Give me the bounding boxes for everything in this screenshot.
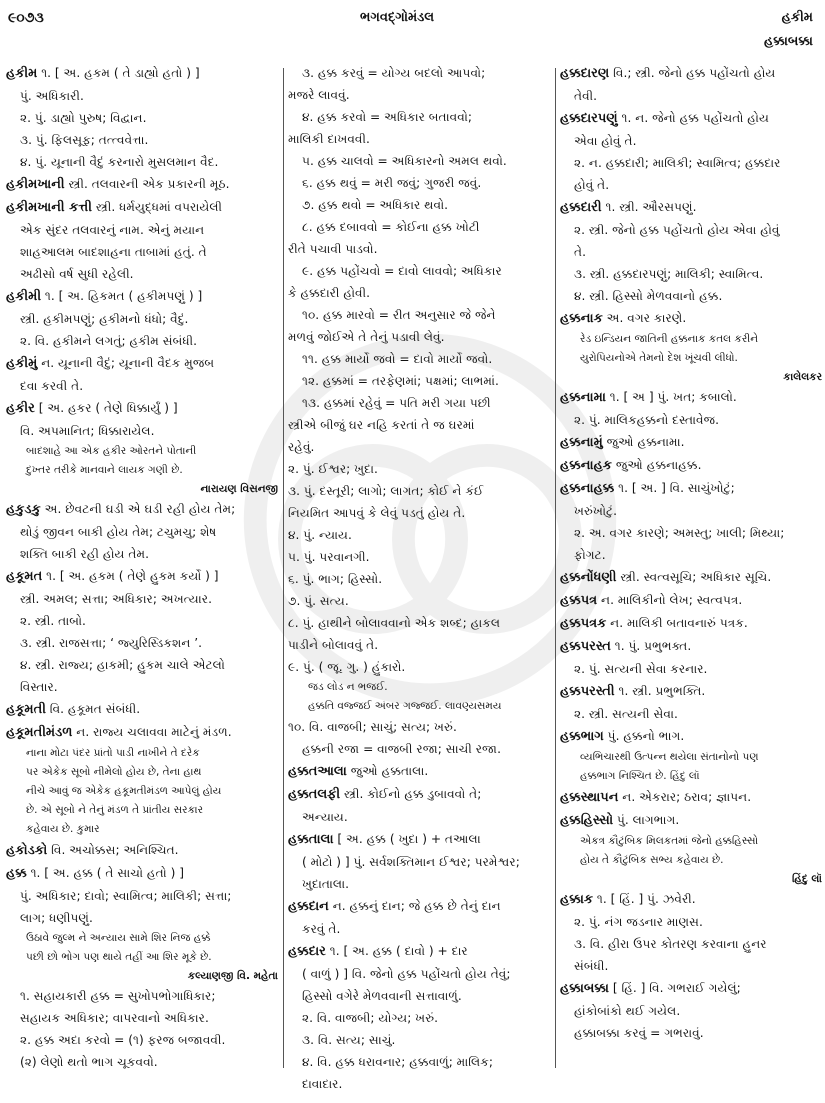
definition-line: ખુદાતાલા. — [302, 877, 349, 891]
headword: હકીમખાની — [6, 177, 65, 192]
dictionary-entry-line — [6, 285, 278, 308]
definition-text: ૧. સ્ત્રી. ઔરસપણું. — [601, 200, 697, 214]
dictionary-column-3 — [560, 62, 822, 1099]
quote-source: હિંદુ લૉ — [791, 873, 822, 885]
definition-line: સ્ત્રી. અમલ; સત્તા; અધિકાર; અખત્યાર. — [20, 592, 212, 606]
headword: હકુડકુ — [6, 502, 41, 517]
definition-line: શાહઆલમ બાદશાહના તાબામાં હતું. તે — [20, 245, 207, 259]
headword: હક્કદારપણું — [560, 111, 618, 126]
definition-text: વિ. અચોક્કસ; અનિશ્ચિત. — [47, 843, 179, 857]
definition-line: ૪. હક્ક કરવો = અધિકાર બતાવવો; — [302, 110, 472, 124]
definition-line: ૪. પું. ન્યાય. — [288, 528, 352, 542]
quotation-line: જડ લોડ ન ભજઈ. — [308, 681, 388, 693]
quotation-line: પર એકેક સૂબો નીમેલો હોય છે, તેના હાથ — [26, 766, 202, 778]
definition-line: રહેવું. — [288, 440, 315, 454]
dictionary-entry-line — [560, 612, 822, 635]
dictionary-entry-line — [560, 635, 822, 658]
definition-text: ન. એકરાર; ઠરાવ; જ્ઞાપન. — [618, 790, 752, 804]
definition-line: ૮. પું. હાથીને બોલાવવાનો એક શબ્દ; હાકલ — [288, 616, 501, 630]
quotation-line: નાના મોટા પંદર પ્રાંતો પાડી નાખીને તે દરેક — [26, 747, 200, 759]
headword: હક્કનાક — [560, 311, 603, 326]
definition-line: ૧૦. હક્ક મારવો = રીત અનુસાર જે જેને — [302, 308, 496, 322]
definition-line: ૪. સ્ત્રી. હિસ્સો મેળવવાનો હક્ક. — [574, 289, 723, 303]
definition-line: વિ. અપમાનિત; ધિક્કારાયેલ. — [20, 424, 155, 438]
definition-text: ન. હક્કનું દાન; જે હક્ક છે તેનું દાન — [328, 899, 501, 913]
headword: હક્કપત્રક — [560, 616, 607, 631]
headword: હક્કનામા — [560, 390, 606, 405]
definition-line: ( મોટો ) ] પું. સર્વશક્તિમાન ઈશ્વર; પરમેશ્વર; — [302, 855, 520, 869]
headword: હકૂમત — [6, 569, 43, 584]
dictionary-entry-line — [560, 431, 822, 454]
dictionary-entry-line — [288, 895, 553, 918]
headword: હક્કદારણ — [560, 66, 610, 81]
dictionary-entry-line — [6, 397, 278, 420]
quotation-line: દુખ્તર તરીકે માનવાને લાયક ગણી છે. — [26, 464, 183, 476]
definition-line: અઢીસો વર્ષ સુધી રહેલી. — [20, 267, 134, 281]
dictionary-entry-line — [6, 839, 278, 862]
headword: હક્કપરસ્તી — [560, 684, 615, 699]
definition-line: રીતે પચાવી પાડવો. — [288, 242, 378, 256]
quotation-line: ઉઠાવે જુલ્મ ને અન્યાય સામે શિર નિજ હક્કે — [26, 932, 211, 944]
definition-line: ૨. પું. માલિકહક્કનો દસ્તાવેજ. — [574, 413, 720, 427]
quotation-line: પછી છો ભોગ પણ થાયે તહીં આ શિર મૂકે છે. — [26, 951, 212, 963]
definition-line: પું. અધિકારી. — [20, 89, 84, 103]
quotation-line: બાદશાહે આ એક હકીર ઓરતને પોતાની — [26, 445, 197, 457]
dictionary-entry-line — [560, 454, 822, 477]
dictionary-entry-line — [288, 940, 553, 963]
column-divider — [555, 68, 556, 1068]
quotation-line: વ્યભિચારથી ઉત્પન્ન થયેલા સંતાનોનો પણ — [580, 751, 759, 763]
definition-line: ખરુંખોટું. — [574, 504, 617, 518]
definition-text: ન. રાજ્ય ચલાવવા માટેનું મંડળ. — [72, 725, 232, 739]
quote-source: કાલેલકર — [783, 371, 822, 383]
quotation-line: હક્કતિ વજ્જઈ અંબર ગજ્જઈ. લાવણ્યસમય — [308, 700, 502, 712]
dictionary-entry-line — [560, 786, 822, 809]
definition-line: ૨. સ્ત્રી. સત્યની સેવા. — [574, 707, 678, 721]
headword: હકૂમતી — [6, 702, 46, 717]
definition-text: ૧. [ અ. હકમ ( તે ડાહ્યો હતો ) ] — [37, 66, 200, 80]
definition-line: કરવું તે. — [302, 922, 341, 936]
definition-line: પું. અધિકાર; દાવો; સ્વામિત્વ; માલિકી; સત્તા; — [20, 889, 232, 903]
definition-text: સ્ત્રી. સ્વત્વસૂચિ; અધિકાર સૂચિ. — [616, 570, 772, 584]
definition-line: લાગ; ધણીપણું. — [20, 911, 93, 925]
definition-text: અ. વગર કારણે. — [602, 311, 687, 325]
definition-line: ૬. પું. ભાગ; હિસ્સો. — [288, 572, 383, 586]
definition-line: (૨) લેણો થતો ભાગ ચૂકવવો. — [20, 1055, 158, 1069]
dictionary-entry-line — [288, 783, 553, 806]
quotation-line: યુરોપિયનોએ તેમનો દેશ ખૂંચવી લીધો. — [580, 352, 738, 364]
definition-line: ૨. અ. વગર કારણે; અમસ્તુ; ખાલી; મિથ્યા; — [574, 526, 785, 540]
quotation-line: કહેવાય છે. કુમાર — [26, 823, 100, 835]
dictionary-entry-line — [288, 760, 553, 783]
definition-line: ૧૧. હક્ક માર્યો જવો = દાવો માર્યો જવો. — [302, 352, 493, 366]
dictionary-entry-line — [6, 352, 278, 375]
definition-text: પું. હક્કનો ભાગ. — [603, 729, 685, 743]
headword: હક્કદારી — [560, 200, 602, 215]
definition-text: વિ. હકૂમત સંબંધી. — [45, 702, 141, 716]
definition-line: ૧૦. વિ. વાજબી; સાચું; સત્ય; ખરું. — [288, 720, 457, 734]
quotation-line: હક્કભાગ નિશ્ચિત છે. હિંદુ લૉ — [580, 770, 700, 782]
dictionary-entry-line — [560, 107, 822, 130]
definition-line: ૨. સ્ત્રી. જેનો હક્ક પહોંચતો હોય એવા હોવું — [574, 223, 780, 237]
definition-line: ૪. સ્ત્રી. રાજ્ય; હાકમી; હુકમ ચાલે એટલો — [20, 658, 225, 672]
dictionary-column-1 — [6, 62, 278, 1099]
definition-line: એક સુંદર તલવારનું નામ. એનું મયાન — [20, 223, 205, 237]
definition-text: ૧. ન. જેનો હક્ક પહોંચતો હોય — [617, 111, 769, 125]
definition-line: ૪. વિ. હક્ક ધરાવનાર; હક્કવાળું; માલિક; — [302, 1055, 493, 1069]
definition-line: હક્કાબક્કા કરવું = ગભરાવું. — [574, 1026, 704, 1040]
headword: હક્કતઆલા — [288, 764, 347, 779]
definition-text: ૧. [ અ ] પું. ખત; કબાલો. — [605, 390, 737, 404]
dictionary-entry-line — [288, 828, 553, 851]
headword: હક્કનાહક — [560, 458, 612, 473]
definition-line: ૭. પું. સત્ય. — [288, 594, 349, 608]
dictionary-entry-line — [560, 566, 822, 589]
dictionary-entry-line — [560, 477, 822, 500]
headword: હક્કનાહક્ક — [560, 481, 615, 496]
definition-line: ૯. હક્ક પહોંચવો = દાવો લાવવો; અધિકાર — [302, 264, 502, 278]
guide-word-last: હક્કાબક્કા — [764, 34, 813, 49]
definition-text: [ અ. હક્ક ( ખુદા ) + તઆલા — [333, 832, 481, 846]
definition-text: જુઓ હક્કનાહક્ક. — [612, 458, 702, 472]
headword: હક્કનામું — [560, 435, 603, 450]
definition-text: ન. માલિકી બતાવનારું પત્રક. — [606, 616, 748, 630]
definition-line: થોડું જીવન બાકી હોય તેમ; ટચુમચુ; શેષ — [20, 525, 217, 539]
definition-line: ફોગટ. — [574, 548, 606, 562]
headword: હક્કનોંધણી — [560, 570, 617, 585]
definition-line: ૨. ન. હક્કદારી; માલિકી; સ્વામિત્વ; હક્કદાર — [574, 156, 781, 170]
headword: હક્કભાગ — [560, 729, 604, 744]
headword: હકીમી — [6, 289, 42, 304]
definition-text: [ અ. હકર ( તેણે ધિક્કાર્યું ) ] — [34, 401, 178, 415]
definition-line: મજરે લાવવું. — [288, 88, 350, 102]
definition-line: તે. — [574, 245, 586, 259]
definition-line: એવા હોવું તે. — [574, 134, 637, 148]
definition-line: સ્ત્રીએ બીજું ઘર નહિ કરતાં તે જ ઘરમાં — [288, 418, 475, 432]
dictionary-entry-line — [560, 62, 822, 85]
quote-source: નારાયણ વિસનજી — [200, 483, 278, 495]
definition-line: હોવું તે. — [574, 178, 610, 192]
definition-line: પાડીને બોલાવવું તે. — [288, 638, 379, 652]
headword: હક્કતાલા — [288, 832, 334, 847]
headword: હકૂમતીમંડળ — [6, 725, 73, 740]
definition-line: શક્તિ બાકી રહી હોય તેમ. — [20, 547, 149, 561]
definition-text: સ્ત્રી. કોઈનો હક્ક ડુબાવવો તે; — [340, 787, 482, 801]
definition-line: વિસ્તાર. — [20, 680, 58, 694]
headword: હકીર — [6, 401, 35, 416]
running-title: ભગવદ્ગોમંડલ — [360, 10, 435, 25]
headword: હક્કાબક્કા — [560, 981, 609, 996]
headword: હક્કહિસ્સો — [560, 813, 614, 828]
definition-line: સહાયક અધિકાર; વાપરવાનો અધિકાર. — [20, 1011, 209, 1025]
definition-text: સ્ત્રી. તલવારની એક પ્રકારની મૂઠ. — [64, 177, 230, 191]
definition-line: ૩. વિ. હીરા ઉપર કોતરણ કરવાના હુનર — [574, 937, 767, 951]
definition-text: સ્ત્રી. ધર્મયુદ્ધમાં વપરાયેલી — [91, 200, 223, 214]
definition-text: પું. લાગભાગ. — [613, 813, 680, 827]
definition-line: ૨. પું. નંગ જડનાર માણસ. — [574, 915, 703, 929]
definition-line: ૪. પું. યૂનાની વૈદું કરનારો મુસલમાન વૈદ. — [20, 155, 219, 169]
definition-line: હક્કની રજા = વાજબી રજા; સાચી રજા. — [302, 742, 501, 756]
definition-text: અ. છેવટની ઘડી એ ઘડી રહી હોય તેમ; — [40, 502, 236, 516]
definition-line: ૩. પું. ફિલસૂફ; તત્ત્વવેત્તા. — [20, 133, 149, 147]
definition-line: ૯. પું. ( જૂ. ગુ. ) હુંકારો. — [288, 660, 406, 674]
definition-line: ૧૩. હક્કમાં રહેવું = પતિ મરી ગયા પછી — [302, 396, 491, 410]
definition-line: દવા કરવી તે. — [20, 379, 84, 393]
definition-line: ૩. સ્ત્રી. રાજસત્તા; ‘ જ્યુરિસ્ડિકશન ’. — [20, 636, 203, 650]
dictionary-entry-line — [560, 680, 822, 703]
definition-text: ૧. પું. પ્રભુભક્ત. — [610, 639, 692, 653]
headword: હક્કપત્ર — [560, 593, 598, 608]
definition-line: મળવું જોઈએ તે તેનું પડાવી લેવું. — [288, 330, 445, 344]
definition-line: ૭. હક્ક થવો = અધિકાર થવો. — [302, 198, 448, 212]
dictionary-entry-line — [560, 386, 822, 409]
quotation-line: એકત્ર કૌટુંબિક મિલકતમાં જેનો હક્કહિસ્સો — [580, 835, 759, 847]
definition-text: [ હિં. ] વિ. ગભરાઈ ગયેલું; — [608, 981, 741, 995]
headword: હક્કસ્થાપન — [560, 790, 619, 805]
definition-text: ૧. [ અ. હકમ ( તેણે હુકમ કર્યો ) ] — [42, 569, 219, 583]
dictionary-entry-line — [560, 725, 822, 748]
definition-line: તેવી. — [574, 89, 598, 103]
headword: હકીમું — [6, 356, 38, 371]
definition-text: ૧. [ અ. હિકમત ( હકીમપણું ) ] — [41, 289, 203, 303]
dictionary-entry-line — [560, 196, 822, 219]
headword: હક્ક — [6, 866, 27, 881]
quotation-line: છે. એ સૂબો ને તેનું મંડળ તે પ્રાંતીય સરકાર — [26, 804, 204, 816]
definition-line: ૧૨. હક્કમાં = તરફેણમાં; પક્ષમાં; લાભમાં. — [302, 374, 499, 388]
definition-text: જુઓ હક્કતાલા. — [346, 764, 429, 778]
definition-line: ૩. હક્ક કરવું = યોગ્ય બદલો આપવો; — [302, 66, 486, 80]
page-number: ૯૦૭૩ — [8, 10, 44, 26]
quotation-line: હોય તે કૌટુંબિક સભ્ય કહેવાય છે. — [580, 854, 724, 866]
definition-line: હાંકોબાંકો થઈ ગયેલ. — [574, 1004, 681, 1018]
definition-line: માલિકી દાખવવી. — [288, 132, 370, 146]
quotation-line: રેડ ઇન્ડિયન જાતિની હક્કનાક કતલ કરીને — [580, 333, 759, 345]
definition-line: ૨. વિ. હકીમને લગતું; હકીમ સંબંધી. — [20, 334, 198, 348]
definition-line: સ્ત્રી. હકીમપણું; હકીમનો ધંધો; વૈદું. — [20, 312, 189, 326]
definition-line: દાવાદાર. — [302, 1077, 343, 1091]
dictionary-entry-line — [6, 698, 278, 721]
definition-line: ૨. પું. ડાહ્યો પુરુષ; વિદ્વાન. — [20, 111, 147, 125]
dictionary-entry-line — [6, 173, 278, 196]
definition-text: વિ.; સ્ત્રી. જેનો હક્ક પહોંચતો હોય — [609, 66, 776, 80]
definition-line: ૫. હક્ક ચાલવો = અધિકારનો અમલ થવો. — [302, 154, 507, 168]
definition-text: જુઓ હક્કનામા. — [602, 435, 685, 449]
quotation-line: નીચે આવું જ એકેક હકૂમતીમંડળ આપેલું હોય — [26, 785, 222, 797]
definition-line: ( વાળું ) ] વિ. જેનો હક્ક પહોંચતો હોય તેવું; — [302, 967, 511, 981]
dictionary-entry-line — [6, 498, 278, 521]
definition-line: ૧. સહાયકારી હક્ક = સુખોપભોગાધિકાર; — [20, 989, 216, 1003]
column-divider — [283, 68, 284, 1068]
headword: હકીમ — [6, 66, 38, 81]
definition-line: ૨. હક્ક અદા કરવો = (૧) ફરજ બજાવવી. — [20, 1033, 226, 1047]
definition-text: ન. માલિકીનો લેખ; સ્વત્વપત્ર. — [597, 593, 743, 607]
dictionary-entry-line — [560, 589, 822, 612]
headword: હક્કદાન — [288, 899, 329, 914]
quote-source: કલ્યાણજી વિ. મહેતા — [187, 970, 278, 982]
headword: હક્કાક — [560, 892, 594, 907]
definition-text: ૧. [ અ. ] વિ. સાચુંખોટું; — [614, 481, 735, 495]
definition-line: ૩. પું. દસ્તૂરી; લાગો; લાગત; કોઈ ને કંઈ — [288, 484, 484, 498]
definition-text: ૧. [ અ. હક્ક ( દાવો ) + દાર — [325, 944, 468, 958]
headword: હક્કપરસ્ત — [560, 639, 611, 654]
definition-text: ૧. [ હિં. ] પું. ઝવેરી. — [593, 892, 696, 906]
dictionary-entry-line — [6, 62, 278, 85]
dictionary-entry-line — [560, 977, 822, 1000]
definition-line: નિયમિત આપવું કે લેવું પડતું હોય તે. — [288, 506, 466, 520]
headword: હકોડકો — [6, 843, 48, 858]
definition-text: ૧. [ અ. હક્ક ( તે સાચો હતો ) ] — [26, 866, 184, 880]
definition-line: ૩. સ્ત્રી. હક્કદારપણું; માલિકી; સ્વામિત્વ. — [574, 267, 764, 281]
definition-line: ૫. પું. પરવાનગી. — [288, 550, 370, 564]
headword: હક્કદાર — [288, 944, 326, 959]
dictionary-entry-line — [560, 809, 822, 832]
definition-line: અન્યાય. — [302, 810, 348, 824]
dictionary-column-2 — [288, 62, 553, 1099]
definition-line: હિસ્સો વગેરે મેળવવાની સત્તાવાળું. — [302, 989, 462, 1003]
definition-line: ૩. વિ. સત્ય; સાચું. — [302, 1033, 396, 1047]
dictionary-entry-line — [6, 565, 278, 588]
definition-line: ૬. હક્ક થવું = મરી જવું; ગુજરી જવું. — [302, 176, 482, 190]
definition-text: ન. યૂનાની વૈદું; યૂનાની વૈદક મુજબ — [37, 356, 215, 370]
dictionary-entry-line — [6, 721, 278, 744]
definition-line: ૨. પું. ઈશ્વર; ખુદા. — [288, 462, 378, 476]
guide-word-first: હકીમ — [781, 10, 813, 25]
definition-line: ૨. પું. સત્યની સેવા કરનાર. — [574, 662, 708, 676]
dictionary-entry-line — [560, 307, 822, 330]
dictionary-entry-line — [6, 196, 278, 219]
dictionary-entry-line — [560, 888, 822, 911]
dictionary-entry-line — [6, 862, 278, 885]
headword: હક્કતલફી — [288, 787, 341, 802]
definition-line: ૮. હક્ક દબાવવો = કોઈના હક્ક ખોટી — [302, 220, 480, 234]
definition-text: ૧. સ્ત્રી. પ્રભુભક્તિ. — [614, 684, 706, 698]
headword: હકીમખાની કત્તી — [6, 200, 92, 215]
definition-line: સંબંધી. — [574, 959, 609, 973]
page-header — [0, 0, 825, 55]
definition-line: ૨. સ્ત્રી. તાબો. — [20, 614, 86, 628]
definition-line: કે હક્કદારી હોવી. — [288, 286, 371, 300]
definition-line: ૨. વિ. વાજબી; યોગ્ય; ખરું. — [302, 1011, 439, 1025]
